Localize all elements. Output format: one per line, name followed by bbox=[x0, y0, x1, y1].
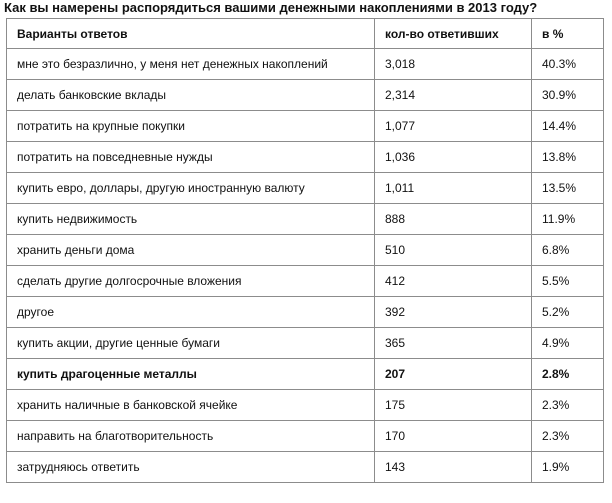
percent-cell: 4.9% bbox=[532, 328, 604, 359]
table-row bbox=[7, 297, 604, 328]
column-header-count: кол-во ответивших bbox=[375, 19, 532, 49]
count-cell: 3,018 bbox=[375, 49, 532, 80]
table-row bbox=[7, 80, 604, 111]
option-cell: купить евро, доллары, другую иностранную валюту bbox=[7, 173, 375, 204]
percent-cell: 13.5% bbox=[532, 173, 604, 204]
table-row bbox=[7, 204, 604, 235]
column-header-percent: в % bbox=[532, 19, 604, 49]
option-cell: потратить на крупные покупки bbox=[7, 111, 375, 142]
option-cell: затрудняюсь ответить bbox=[7, 452, 375, 483]
option-cell: направить на благотворительность bbox=[7, 421, 375, 452]
option-cell: хранить наличные в банковской ячейке bbox=[7, 390, 375, 421]
table-row bbox=[7, 421, 604, 452]
count-cell: 1,077 bbox=[375, 111, 532, 142]
option-cell: потратить на повседневные нужды bbox=[7, 142, 375, 173]
option-cell: купить акции, другие ценные бумаги bbox=[7, 328, 375, 359]
count-cell: 392 bbox=[375, 297, 532, 328]
option-cell: мне это безразлично, у меня нет денежных накоплений bbox=[7, 49, 375, 80]
percent-cell: 2.8% bbox=[532, 359, 604, 390]
percent-cell: 2.3% bbox=[532, 390, 604, 421]
table-row bbox=[7, 390, 604, 421]
table-row bbox=[7, 142, 604, 173]
header-row bbox=[7, 19, 604, 49]
percent-cell: 5.5% bbox=[532, 266, 604, 297]
count-cell: 170 bbox=[375, 421, 532, 452]
table-row bbox=[7, 328, 604, 359]
percent-cell: 2.3% bbox=[532, 421, 604, 452]
table-row bbox=[7, 173, 604, 204]
table-row bbox=[7, 111, 604, 142]
table-body bbox=[7, 49, 604, 483]
count-cell: 510 bbox=[375, 235, 532, 266]
percent-cell: 6.8% bbox=[532, 235, 604, 266]
count-cell: 207 bbox=[375, 359, 532, 390]
percent-cell: 40.3% bbox=[532, 49, 604, 80]
option-cell: другое bbox=[7, 297, 375, 328]
percent-cell: 5.2% bbox=[532, 297, 604, 328]
survey-table bbox=[6, 18, 604, 483]
percent-cell: 1.9% bbox=[532, 452, 604, 483]
option-cell: сделать другие долгосрочные вложения bbox=[7, 266, 375, 297]
percent-cell: 30.9% bbox=[532, 80, 604, 111]
count-cell: 2,314 bbox=[375, 80, 532, 111]
percent-cell: 13.8% bbox=[532, 142, 604, 173]
table-row bbox=[7, 452, 604, 483]
count-cell: 175 bbox=[375, 390, 532, 421]
option-cell: делать банковские вклады bbox=[7, 80, 375, 111]
count-cell: 888 bbox=[375, 204, 532, 235]
option-cell: купить драгоценные металлы bbox=[7, 359, 375, 390]
count-cell: 365 bbox=[375, 328, 532, 359]
table-row bbox=[7, 266, 604, 297]
count-cell: 1,011 bbox=[375, 173, 532, 204]
table-row bbox=[7, 235, 604, 266]
percent-cell: 14.4% bbox=[532, 111, 604, 142]
table-title: Как вы намерены распорядиться вашими денежными накоплениями в 2013 году? bbox=[4, 0, 538, 15]
table-row bbox=[7, 359, 604, 390]
percent-cell: 11.9% bbox=[532, 204, 604, 235]
column-header-option: Варианты ответов bbox=[7, 19, 375, 49]
option-cell: хранить деньги дома bbox=[7, 235, 375, 266]
count-cell: 1,036 bbox=[375, 142, 532, 173]
count-cell: 143 bbox=[375, 452, 532, 483]
count-cell: 412 bbox=[375, 266, 532, 297]
option-cell: купить недвижимость bbox=[7, 204, 375, 235]
table-row bbox=[7, 49, 604, 80]
